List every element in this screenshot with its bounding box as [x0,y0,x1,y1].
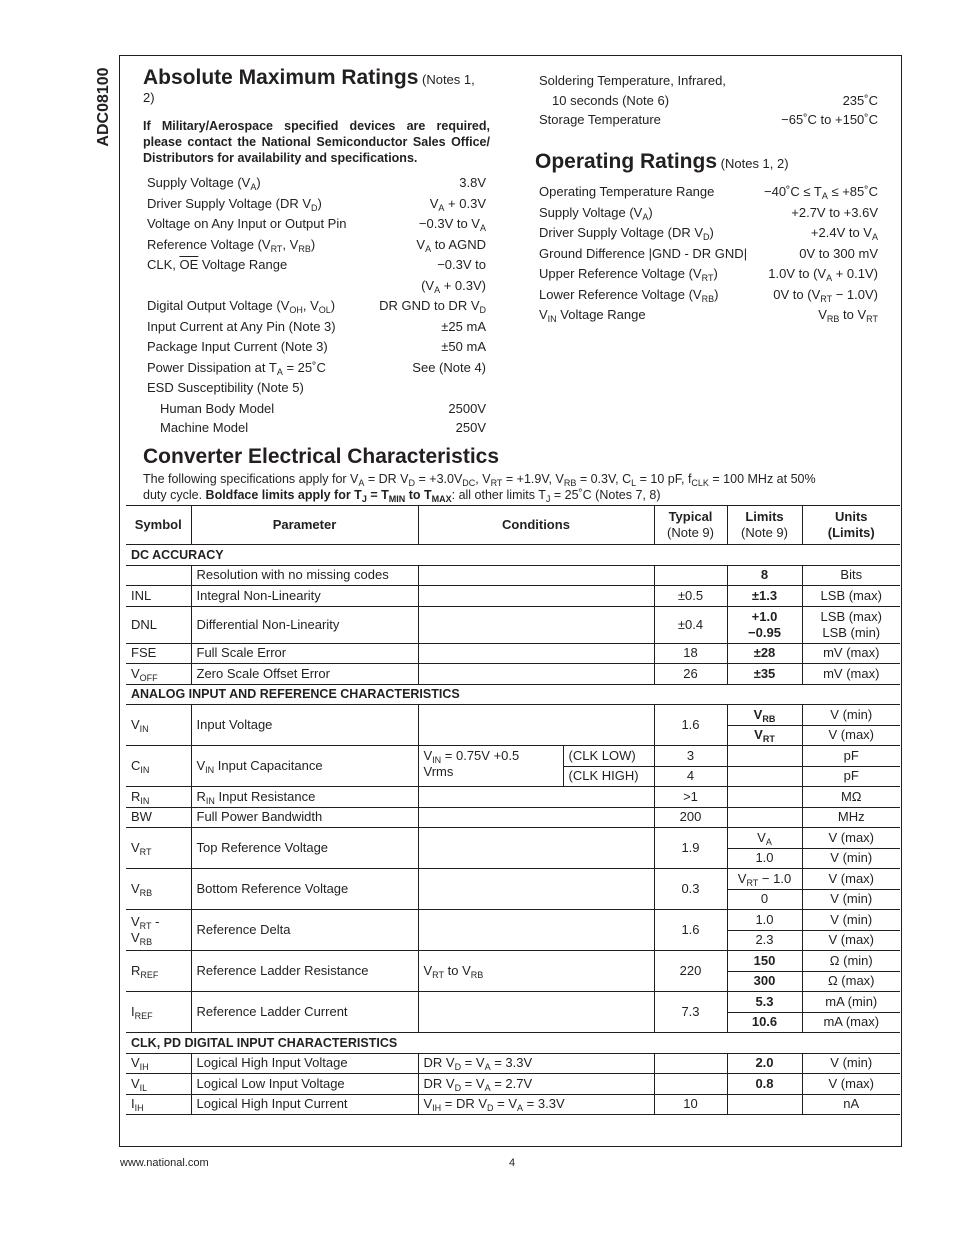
table-row: $V_{RT}$ V (max) [126,725,900,746]
footer-website[interactable]: www.national.com [120,1157,209,1169]
table-row: $V_{IH}$ Logical High Input Voltage DR $V_D = V_A = 3.3V$ 2.0 V (min) [126,1053,900,1074]
spec-row: Digital Output Voltage ($V_{OH}$, $V_{OL}$) DR GND to DR $V_D$ [147,298,486,315]
table-row: $V_{IN}$ Input Voltage 1.6 $V_{RB}$ V (min) [126,705,900,726]
spec-row: Driver Supply Voltage (DR $V_D$) $V_A + 0.3V$ [147,195,486,213]
page-number: 4 [509,1157,516,1169]
col-symbol: Symbol [126,506,191,545]
spec-row: Power Dissipation at $T_A$ = 25˚C See (Note 4) [147,359,486,377]
op-ratings-list [539,182,878,326]
spec-row: CLK, $\overline{OE}$ Voltage Range −0.3V to [147,257,486,272]
spec-row: Package Input Current (Note 3) ±50 mA [147,339,486,354]
section-analog-input: ANALOG INPUT AND REFERENCE CHARACTERISTICS [126,684,900,705]
spec-row: Machine Model 250V [160,419,486,435]
spec-row: Input Current at Any Pin (Note 3) ±25 mA [147,318,486,334]
table-row: $R_{IN}$ $R_{IN}$ Input Resistance >1 MΩ [126,787,900,808]
spec-row: Driver Supply Voltage (DR $V_D$) +2.4V to $V_A$ [539,225,878,242]
spec-row: Soldering Temperature, Infrared, [539,73,726,88]
abs-max-list [147,173,486,437]
op-ratings-heading: Operating Ratings (Notes 1, 2) [535,150,789,173]
spec-row: Lower Reference Voltage $(V_{RB})$ 0V to $(V_{RT} - 1.0V)$ [539,286,878,304]
spec-row: Voltage on Any Input or Output Pin −0.3V to $V_A$ [147,216,486,233]
col-typical: Typical (Note 9) [654,506,727,545]
table-row: $I_{REF}$ Reference Ladder Current 7.3 5.3 mA (min) [126,992,900,1013]
table-row: 0 V (min) [126,889,900,910]
table-row: $V_{RT}$ Top Reference Voltage 1.9 $V_A$ V (max) [126,828,900,849]
ect-table [126,505,900,1115]
spec-row: Human Body Model 2500V [160,400,486,416]
table-row: $V_{RB}$ Bottom Reference Voltage 0.3 $V_{RT} - 1.0$ V (max) [126,869,900,890]
spec-row: 10 seconds (Note 6) 235˚C [552,92,878,108]
abs-max-cont-list [539,71,878,130]
side-part-number: ADC08100 [95,67,112,147]
table-row: 10.6 mA (max) [126,1012,900,1033]
table-row: $V_{OFF}$ Zero Scale Offset Error 26 ±35 mV (max) [126,664,900,685]
table-row: DNL Differential Non-Linearity ±0.4 +1.0 −0.95 LSB (max) LSB (min) [126,606,900,643]
abs-max-heading: Absolute Maximum Ratings (Notes 1, 2) [143,66,475,105]
table-row: 300 Ω (max) [126,971,900,992]
col-limits: Limits (Note 9) [727,506,802,545]
table-row: $C_{IN}$ $V_{IN}$ Input Capacitance $V_{IN} = 0.75V +0.5$ Vrms (CLK LOW) 3 pF [126,746,900,767]
military-note: If Military/Aerospace specified devices are required, please contact the National Semiconductor Sales Office/ Distributors for availability and specifications. [143,119,490,165]
spec-row: Upper Reference Voltage $(V_{RT})$ 1.0V to $(V_A + 0.1V)$ [539,266,878,283]
spec-row: $(V_A + 0.3V)$ [421,277,486,295]
table-row: (CLK HIGH) 4 pF [126,766,900,787]
table-row: $R_{REF}$ Reference Ladder Resistance $V_{RT}$ to $V_{RB}$ 220 150 Ω (min) [126,951,900,972]
col-units: Units (Limits) [802,506,900,545]
table-row: 2.3 V (max) [126,930,900,951]
section-dc-accuracy: DC ACCURACY [126,545,900,566]
spec-row: Storage Temperature −65˚C to +150˚C [539,112,878,127]
table-row: $I_{IH}$ Logical High Input Current $V_{IH}$ = DR $V_D = V_A = 3.3V$ 10 nA [126,1094,900,1115]
table-row: INL Integral Non-Linearity ±0.5 ±1.3 LSB (max) [126,586,900,607]
spec-row: Operating Temperature Range −40˚C ≤ $T_A$ ≤ +85˚C [539,184,878,201]
spec-row: ESD Susceptibility (Note 5) [147,380,304,395]
ect-heading: Converter Electrical Characteristics [143,445,500,468]
spec-row: Reference Voltage ($V_{RT}$, $V_{RB}$) $V_A$ to AGND [147,236,486,254]
spec-row: Ground Difference |GND - DR GND| 0V to 300 mV [539,245,878,261]
table-row: FSE Full Scale Error 18 ±28 mV (max) [126,643,900,664]
col-parameter: Parameter [191,506,418,545]
table-row: Resolution with no missing codes 8 Bits [126,565,900,586]
spec-row: $V_{IN}$ Voltage Range $V_{RB}$ to $V_{RT}$ [539,307,878,324]
table-row: BW Full Power Bandwidth 200 MHz [126,807,900,828]
spec-row: Supply Voltage $(V_A)$ +2.7V to +3.6V [539,204,878,222]
spec-row: Supply Voltage $(V_A)$ 3.8V [147,175,486,192]
section-clk-pd: CLK, PD DIGITAL INPUT CHARACTERISTICS [126,1033,900,1054]
table-row: $V_{RT}$ - $V_{RB}$ Reference Delta 1.6 1.0 V (min) [126,910,900,931]
table-row: 1.0 V (min) [126,848,900,869]
table-row: $V_{IL}$ Logical Low Input Voltage DR $V_D = V_A = 2.7V$ 0.8 V (max) [126,1074,900,1095]
ect-intro: The following specifications apply for $V_A$ = DR $V_D = +3.0V_{DC}$, $V_{RT} = +1.9V$, $V_{RB} = 0.3V$, $C_L = 10$ pF, $f_{CLK} = 100$ MHz at 50% duty cycle. Boldface limits apply for $T_J = T_{MIN}$ to $T_{MAX}$: all other limits $T_J$ = 25˚C (Notes 7, 8) [143,472,816,504]
col-conditions: Conditions [418,506,654,545]
